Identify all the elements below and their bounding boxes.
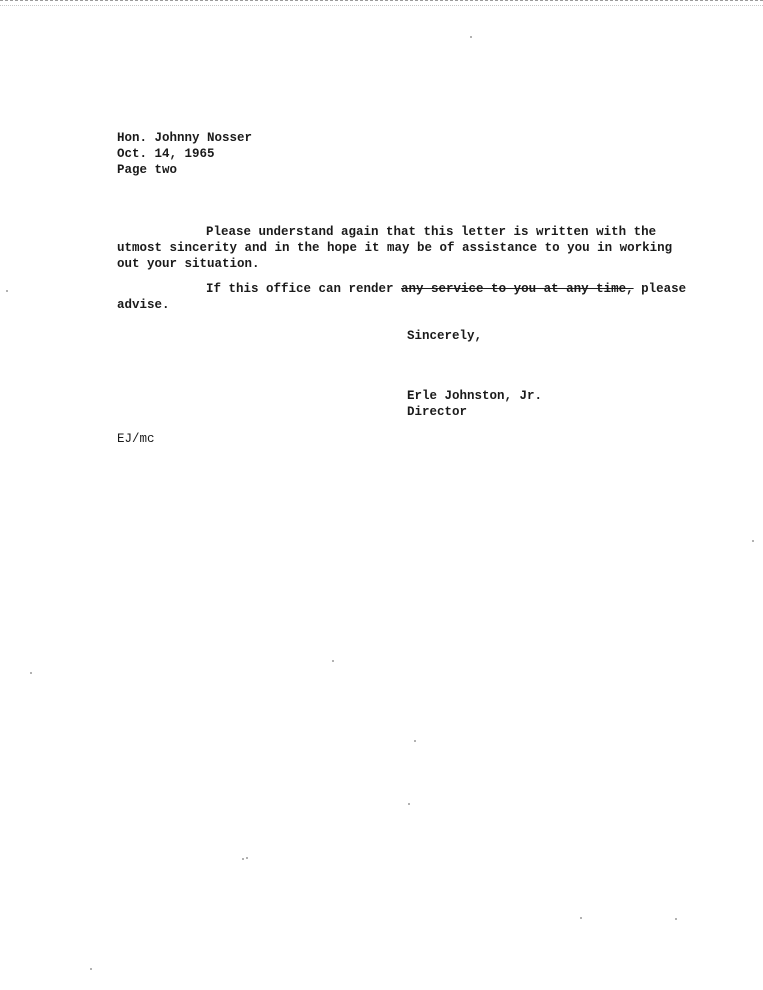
scan-speck — [675, 918, 677, 920]
signature-block — [407, 388, 542, 420]
initials-text: EJ/mc — [117, 432, 155, 446]
scan-speck — [470, 36, 472, 38]
paragraph-2-line-2: advise. — [117, 298, 170, 312]
scan-speck — [580, 917, 582, 919]
signer-name: Erle Johnston, Jr. — [407, 389, 543, 403]
date-line: Oct. 14, 1965 — [117, 147, 215, 161]
scan-speck — [414, 740, 416, 742]
recipient-line: Hon. Johnny Nosser — [117, 131, 253, 145]
typist-initials — [117, 431, 155, 447]
scan-speck — [6, 290, 8, 292]
paragraph-2 — [117, 281, 686, 313]
paragraph-1-line-2: utmost sincerity and in the hope it may be of assistance to you in working — [117, 241, 673, 255]
closing-text: Sincerely, — [407, 329, 483, 343]
paragraph-2-text-end: please — [641, 282, 687, 296]
scan-speck — [332, 660, 334, 662]
scan-speck — [90, 968, 92, 970]
closing — [407, 328, 482, 344]
scan-speck — [408, 803, 410, 805]
scan-speck — [246, 857, 248, 859]
paragraph-1-line-3: out your situation. — [117, 257, 260, 271]
paragraph-2-struck-text: any service to you at any time, — [401, 282, 634, 296]
paragraph-1-line-1: Please understand again that this letter is written with the — [206, 225, 657, 239]
paragraph-2-text-start: If this office can render — [206, 282, 394, 296]
scan-speck — [30, 672, 32, 674]
signer-title: Director — [407, 405, 468, 419]
paragraph-2-line-1 — [117, 281, 686, 297]
scan-speck — [242, 858, 244, 860]
letter-header — [117, 130, 252, 178]
scan-speck — [752, 540, 754, 542]
page-top-edge — [0, 0, 763, 6]
page-number-line: Page two — [117, 163, 178, 177]
paragraph-1 — [117, 224, 672, 272]
